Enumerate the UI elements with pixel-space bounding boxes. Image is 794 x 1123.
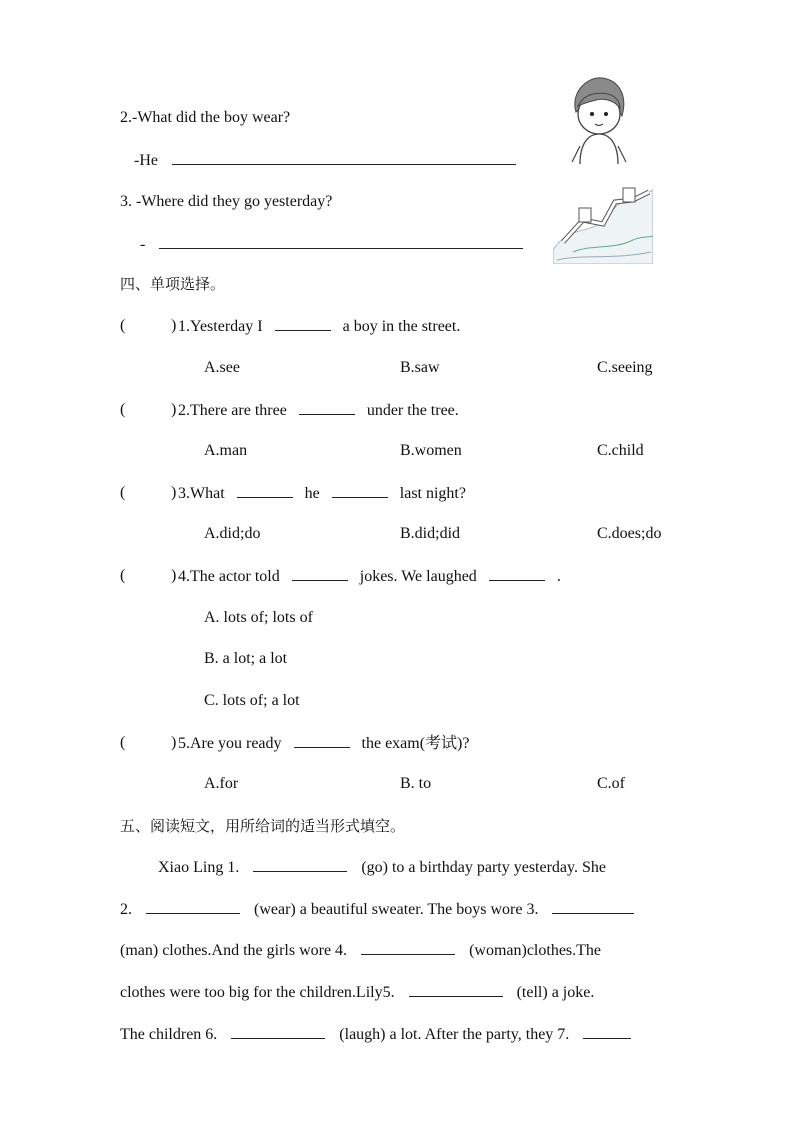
- stem-text: 4.The actor told: [178, 568, 280, 585]
- stem-text: under the tree.: [366, 402, 459, 419]
- option-a[interactable]: A.see: [204, 359, 240, 376]
- answer-blank[interactable]: [159, 234, 523, 249]
- passage-line: [120, 899, 634, 920]
- question-item: [178, 483, 466, 504]
- passage-text: (go) to a birthday party yesterday. She: [361, 859, 606, 876]
- answer-blank[interactable]: [231, 1024, 325, 1039]
- question-3: 3. -Where did they go yesterday?: [120, 193, 333, 210]
- answer-blank[interactable]: [237, 483, 293, 498]
- answer-blank[interactable]: [583, 1024, 631, 1039]
- passage-text: The children 6.: [120, 1026, 218, 1043]
- option-b[interactable]: B. to: [400, 775, 432, 792]
- stem-text: last night?: [399, 485, 466, 502]
- passage-text: (wear) a beautiful sweater. The boys wore 3.: [254, 901, 539, 918]
- passage-line: [120, 1024, 631, 1045]
- option-b[interactable]: B.did;did: [400, 525, 461, 542]
- option-a[interactable]: A. lots of; lots of: [204, 609, 313, 626]
- paren-close: ): [171, 734, 177, 751]
- passage-text: (man) clothes.And the girls wore 4.: [120, 942, 348, 959]
- question-item: [178, 400, 459, 421]
- boy-illustration: [568, 72, 630, 164]
- option-b[interactable]: B.women: [400, 442, 462, 459]
- passage-line: [120, 940, 601, 961]
- stem-text: 1.Yesterday I: [178, 318, 263, 335]
- answer-blank[interactable]: [294, 733, 350, 748]
- paren-open: (: [120, 734, 126, 751]
- answer-blank[interactable]: [253, 857, 347, 872]
- option-b[interactable]: B. a lot; a lot: [204, 650, 288, 667]
- paren-close: ): [171, 567, 177, 584]
- answer-blank[interactable]: [172, 150, 516, 165]
- option-c[interactable]: C.does;do: [597, 525, 662, 542]
- passage-text: Xiao Ling 1.: [158, 859, 240, 876]
- stem-text: 3.What: [178, 485, 225, 502]
- answer-blank[interactable]: [361, 940, 455, 955]
- answer-blank[interactable]: [292, 566, 348, 581]
- passage-text: (tell) a joke.: [516, 984, 595, 1001]
- paren-open: (: [120, 567, 126, 584]
- passage-text: (laugh) a lot. After the party, they 7.: [339, 1026, 570, 1043]
- passage-text: 2.: [120, 901, 132, 918]
- answer-blank[interactable]: [332, 483, 388, 498]
- answer-blank[interactable]: [409, 982, 503, 997]
- great-wall-icon: [553, 180, 653, 264]
- paren-open: (: [120, 401, 126, 418]
- answer-blank[interactable]: [146, 899, 240, 914]
- question-item: [178, 733, 469, 754]
- answer-prefix: -: [140, 236, 146, 253]
- question-item: [178, 316, 460, 337]
- answer-blank[interactable]: [552, 899, 634, 914]
- paren-close: ): [171, 484, 177, 501]
- paren-open: (: [120, 317, 126, 334]
- stem-text: a boy in the street.: [342, 318, 461, 335]
- option-c[interactable]: C.seeing: [597, 359, 653, 376]
- question-2: 2.-What did the boy wear?: [120, 109, 291, 126]
- answer-line-2: [134, 150, 516, 171]
- paren-close: ): [171, 317, 177, 334]
- answer-blank[interactable]: [275, 316, 331, 331]
- section-4-title: 四、单项选择。: [120, 275, 226, 293]
- option-c[interactable]: C. lots of; a lot: [204, 692, 300, 709]
- section-5-title: 五、阅读短文，用所给词的适当形式填空。: [120, 817, 406, 835]
- stem-text: the exam(考试)?: [361, 735, 470, 752]
- passage-line: [158, 857, 606, 878]
- option-a[interactable]: A.for: [204, 775, 239, 792]
- passage-text: (woman)clothes.The: [469, 942, 602, 959]
- option-a[interactable]: A.did;do: [204, 525, 261, 542]
- paren-open: (: [120, 484, 126, 501]
- stem-text: 5.Are you ready: [178, 735, 282, 752]
- answer-line-3: [140, 234, 523, 255]
- stem-text: jokes. We laughed: [359, 568, 477, 585]
- stem-text: 2.There are three: [178, 402, 287, 419]
- paren-close: ): [171, 401, 177, 418]
- boy-icon: [568, 72, 630, 164]
- answer-blank[interactable]: [299, 400, 355, 415]
- answer-blank[interactable]: [489, 566, 545, 581]
- answer-prefix: -He: [134, 152, 158, 169]
- option-a[interactable]: A.man: [204, 442, 248, 459]
- passage-line: [120, 982, 594, 1003]
- stem-text: he: [304, 485, 320, 502]
- option-c[interactable]: C.of: [597, 775, 625, 792]
- option-b[interactable]: B.saw: [400, 359, 440, 376]
- option-c[interactable]: C.child: [597, 442, 644, 459]
- stem-text: .: [556, 568, 561, 585]
- great-wall-illustration: [553, 180, 653, 264]
- question-item: [178, 566, 561, 587]
- passage-text: clothes were too big for the children.Lily5.: [120, 984, 395, 1001]
